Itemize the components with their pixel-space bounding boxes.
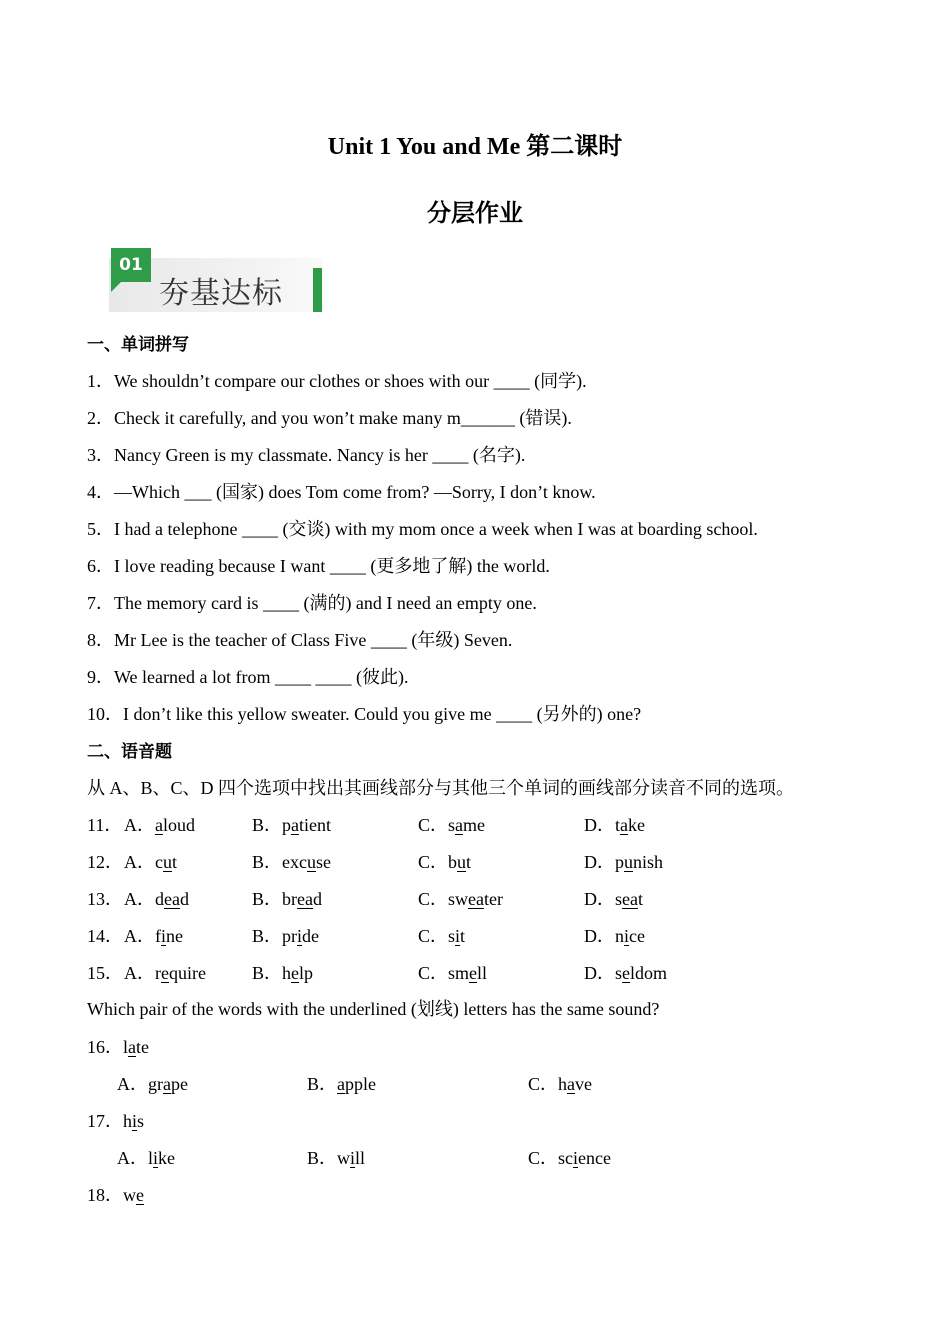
underlined-letters: ea — [622, 889, 638, 909]
option-letter: D． — [584, 963, 615, 983]
word-pre: w — [337, 1148, 351, 1168]
section1-heading: 一、单词拼写 — [87, 335, 189, 355]
option-letter: A． — [124, 963, 155, 983]
option-word — [448, 963, 487, 983]
word-pre: p — [615, 852, 624, 872]
question-number: 15． — [87, 963, 123, 983]
word-pre: l — [123, 1037, 129, 1057]
question-item: 3．Nancy Green is my classmate. Nancy is her ____ (名字). — [87, 445, 526, 465]
underlined-letters: e — [161, 963, 169, 983]
word-post: ce — [629, 926, 645, 946]
question-item: 2．Check it carefully, and you won’t make many m______ (错误). — [87, 408, 572, 428]
badge-bar — [313, 268, 322, 312]
question-item: 1．We shouldn’t compare our clothes or shoes with our ____ (同学). — [87, 371, 587, 391]
underlined-letters: u — [307, 852, 316, 872]
option-letter: C． — [418, 852, 449, 872]
word-pre: r — [155, 963, 161, 983]
option-letter: B． — [252, 889, 283, 909]
option-letter: A． — [124, 852, 155, 872]
word-post: nish — [633, 852, 664, 872]
underlined-letters: a — [291, 815, 300, 835]
option-word — [558, 1074, 592, 1094]
option-word — [282, 926, 319, 946]
question-number: 13． — [87, 889, 123, 909]
answer-option — [124, 851, 177, 873]
option-word — [448, 889, 503, 909]
question-stem — [87, 1184, 144, 1206]
word-pre: gr — [148, 1074, 163, 1094]
badge-number-tail — [111, 282, 121, 292]
underlined-letters: ea — [164, 889, 180, 909]
page-title: Unit 1 You and Me 第二课时 — [327, 134, 623, 160]
option-letter: C． — [528, 1148, 559, 1168]
question-item: 8．Mr Lee is the teacher of Class Five ____ (年级) Seven. — [87, 630, 513, 650]
answer-option — [307, 1147, 365, 1169]
option-word — [615, 852, 663, 872]
option-word — [148, 1148, 175, 1168]
option-word — [155, 889, 189, 909]
badge-label: 夯基达标 — [159, 276, 283, 311]
answer-option — [124, 925, 183, 947]
option-word — [337, 1148, 365, 1168]
word-post: pe — [171, 1074, 188, 1094]
underlined-letters: a — [163, 1074, 171, 1094]
answer-option — [584, 814, 645, 836]
underlined-letters: i — [297, 926, 303, 946]
word-pre: d — [155, 889, 164, 909]
word-post: pple — [345, 1074, 377, 1094]
option-word — [155, 926, 183, 946]
option-letter: D． — [584, 926, 615, 946]
underlined-letters: u — [163, 852, 172, 872]
answer-option — [418, 925, 465, 947]
word-post: ter — [484, 889, 503, 909]
underlined-letters: i — [161, 926, 167, 946]
option-word — [615, 889, 643, 909]
option-letter: B． — [252, 963, 283, 983]
section-badge — [99, 248, 323, 312]
answer-option — [307, 1073, 376, 1095]
underlined-letters: u — [457, 852, 467, 872]
question-number: 18． — [87, 1185, 123, 1205]
option-word — [282, 852, 331, 872]
option-letter: C． — [418, 815, 449, 835]
word-pre: h — [123, 1111, 132, 1131]
word-pre: s — [615, 963, 623, 983]
word-pre: n — [615, 926, 624, 946]
option-word — [448, 852, 471, 872]
option-letter: A． — [124, 926, 155, 946]
word-post: d — [179, 889, 189, 909]
word-pre: t — [615, 815, 621, 835]
word-post: de — [302, 926, 320, 946]
word-pre: s — [448, 926, 456, 946]
word-pre: exc — [282, 852, 307, 872]
answer-option — [584, 962, 667, 984]
question-number: 16． — [87, 1037, 123, 1057]
question-number: 11． — [87, 815, 123, 835]
word-post: se — [316, 852, 331, 872]
underlined-letters: e — [469, 963, 478, 983]
underlined-letters: i — [132, 1111, 138, 1131]
word-post: ke — [158, 1148, 176, 1168]
word-post: ldom — [630, 963, 668, 983]
word-pre: h — [558, 1074, 568, 1094]
underlined-letters: ea — [468, 889, 485, 909]
answer-option — [117, 1147, 175, 1169]
option-letter: C． — [418, 926, 449, 946]
underlined-letters: i — [573, 1148, 579, 1168]
word-post: quire — [169, 963, 206, 983]
option-word — [123, 1111, 144, 1131]
option-letter: C． — [418, 889, 449, 909]
question-number: 12． — [87, 852, 123, 872]
option-word — [615, 815, 645, 835]
question-stem — [87, 1110, 144, 1132]
word-post: ve — [575, 1074, 593, 1094]
answer-option — [528, 1073, 592, 1095]
question-item: 7．The memory card is ____ (满的) and I need an empty one. — [87, 593, 537, 613]
answer-option — [117, 1073, 188, 1095]
question-number: 17． — [87, 1111, 123, 1131]
word-post: lp — [299, 963, 314, 983]
word-post: ll — [477, 963, 488, 983]
option-letter: B． — [252, 926, 283, 946]
option-word — [615, 963, 667, 983]
section2-instruction2: Which pair of the words with the underlined (划线) letters has the same sound? — [87, 999, 660, 1019]
word-pre: f — [155, 926, 161, 946]
word-post: te — [136, 1037, 150, 1057]
answer-option — [584, 925, 645, 947]
option-letter: B． — [252, 852, 283, 872]
word-pre: sw — [448, 889, 469, 909]
answer-option — [418, 962, 487, 984]
option-word — [282, 963, 313, 983]
option-word — [558, 1148, 611, 1168]
word-pre: sm — [448, 963, 470, 983]
option-letter: A． — [124, 815, 155, 835]
answer-option — [252, 814, 331, 836]
option-word — [155, 815, 195, 835]
option-letter: A． — [124, 889, 155, 909]
underlined-letters: a — [620, 815, 629, 835]
underlined-letters: i — [624, 926, 630, 946]
word-pre: l — [148, 1148, 154, 1168]
option-letter: C． — [528, 1074, 559, 1094]
answer-option — [528, 1147, 611, 1169]
word-post: d — [313, 889, 322, 909]
question-item: 4．—Which ___ (国家) does Tom come from? —Sorry, I don’t know. — [87, 482, 596, 502]
answer-option — [252, 962, 313, 984]
section2-heading: 二、语音题 — [87, 742, 172, 762]
word-post: tient — [299, 815, 332, 835]
word-pre: h — [282, 963, 292, 983]
underlined-letters: a — [567, 1074, 576, 1094]
word-post: ll — [355, 1148, 366, 1168]
word-post: s — [137, 1111, 145, 1131]
word-post: t — [172, 852, 178, 872]
section2-instruction: 从 A、B、C、D 四个选项中找出其画线部分与其他三个单词的画线部分读音不同的选项。 — [87, 778, 795, 798]
word-pre: s — [615, 889, 623, 909]
option-letter: C． — [418, 963, 449, 983]
option-letter: B． — [307, 1074, 338, 1094]
word-pre: w — [123, 1185, 136, 1205]
option-letter: B． — [252, 815, 283, 835]
question-stem — [87, 1036, 149, 1058]
question-item: 10．I don’t like this yellow sweater. Could you give me ____ (另外的) one? — [87, 704, 642, 724]
answer-option — [252, 925, 319, 947]
word-pre: b — [448, 852, 458, 872]
answer-option — [252, 888, 322, 910]
answer-option — [584, 888, 643, 910]
option-letter: A． — [117, 1074, 148, 1094]
option-letter: D． — [584, 815, 615, 835]
option-word — [448, 815, 485, 835]
answer-option — [124, 888, 189, 910]
word-pre: sc — [558, 1148, 574, 1168]
question-item: 6．I love reading because I want ____ (更多地了解) the world. — [87, 556, 550, 576]
underlined-letters: e — [622, 963, 631, 983]
underlined-letters: e — [136, 1185, 144, 1205]
option-word — [148, 1074, 188, 1094]
word-post: ence — [578, 1148, 611, 1168]
word-pre: pr — [282, 926, 298, 946]
word-post: ne — [166, 926, 184, 946]
answer-option — [418, 851, 471, 873]
word-post: me — [463, 815, 486, 835]
option-word — [448, 926, 465, 946]
underlined-letters: u — [624, 852, 633, 872]
option-letter: A． — [117, 1148, 148, 1168]
word-pre: c — [155, 852, 163, 872]
answer-option — [124, 814, 195, 836]
option-word — [282, 889, 322, 909]
word-pre: s — [448, 815, 456, 835]
word-post: t — [638, 889, 644, 909]
underlined-letters: i — [350, 1148, 356, 1168]
option-word — [155, 852, 177, 872]
option-word — [282, 815, 331, 835]
word-pre: br — [282, 889, 298, 909]
word-pre: p — [282, 815, 292, 835]
underlined-letters: a — [155, 815, 163, 835]
option-letter: B． — [307, 1148, 338, 1168]
word-post: loud — [163, 815, 196, 835]
answer-option — [252, 851, 331, 873]
page-subtitle: 分层作业 — [427, 201, 523, 227]
option-word — [123, 1037, 149, 1057]
question-item: 5．I had a telephone ____ (交谈) with my mom once a week when I was at boarding school. — [87, 519, 758, 539]
answer-option — [418, 814, 485, 836]
question-number: 14． — [87, 926, 123, 946]
answer-option — [124, 962, 206, 984]
underlined-letters: i — [153, 1148, 159, 1168]
answer-option — [584, 851, 663, 873]
answer-option — [418, 888, 503, 910]
underlined-letters: a — [337, 1074, 346, 1094]
badge-number: 01 — [111, 248, 151, 282]
word-post: t — [466, 852, 472, 872]
option-word — [123, 1185, 144, 1205]
option-word — [337, 1074, 376, 1094]
underlined-letters: a — [455, 815, 464, 835]
option-word — [615, 926, 645, 946]
underlined-letters: a — [128, 1037, 137, 1057]
underlined-letters: i — [455, 926, 461, 946]
underlined-letters: e — [291, 963, 300, 983]
word-post: ke — [628, 815, 646, 835]
underlined-letters: ea — [297, 889, 313, 909]
option-letter: D． — [584, 889, 615, 909]
question-item: 9．We learned a lot from ____ ____ (彼此). — [87, 667, 409, 687]
option-letter: D． — [584, 852, 615, 872]
word-post: t — [460, 926, 466, 946]
option-word — [155, 963, 206, 983]
